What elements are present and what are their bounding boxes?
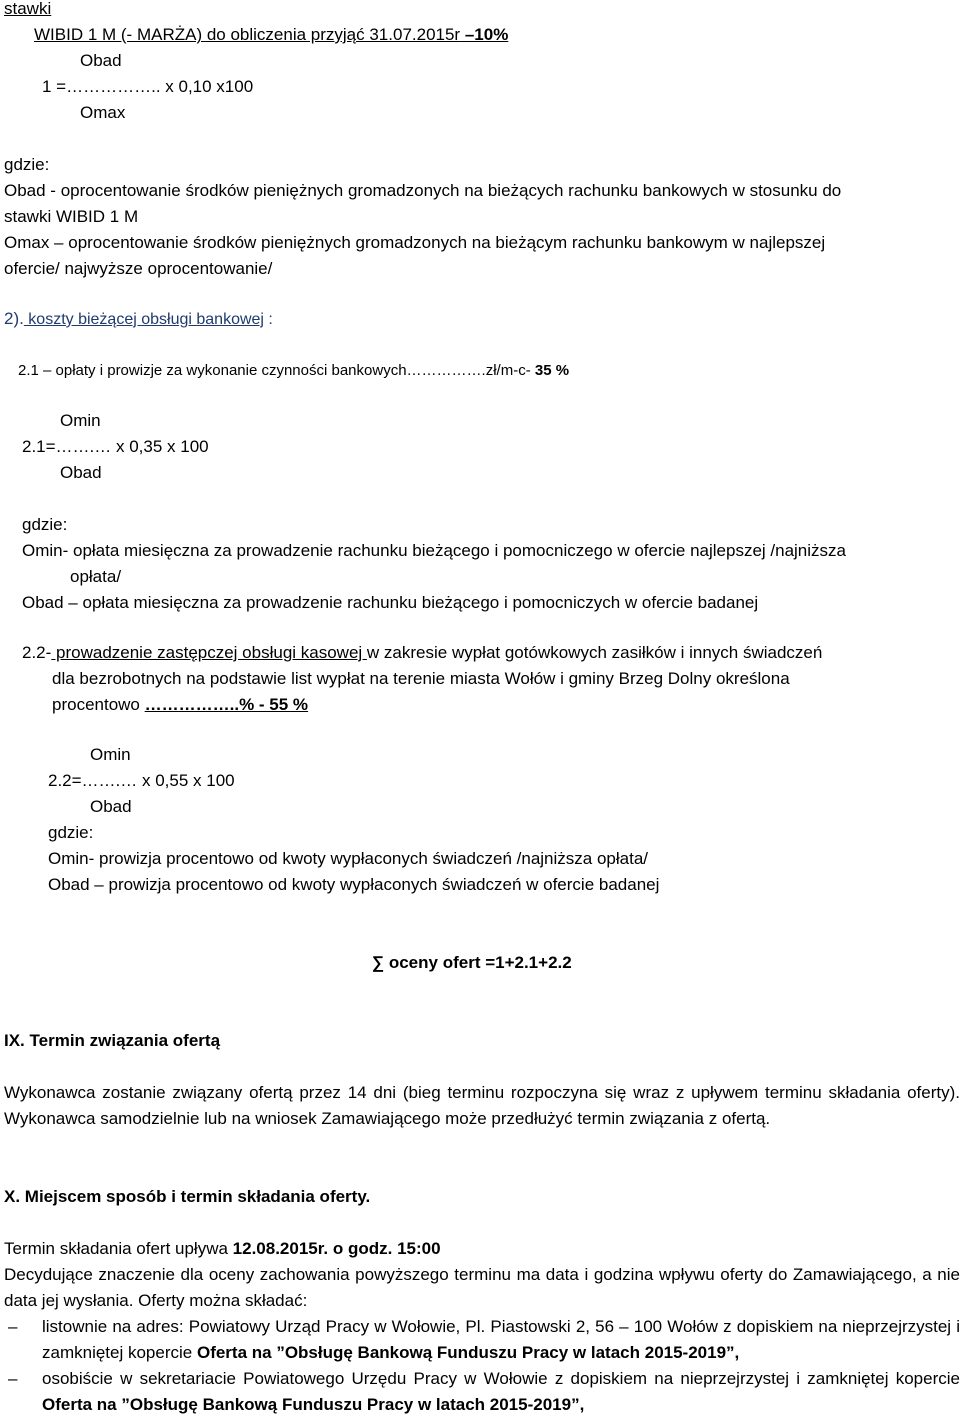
sum-formula: ∑ oceny ofert =1+2.1+2.2 <box>372 953 572 972</box>
wibid-text: WIBID 1 M (- MARŻA) do obliczenia przyjąć 31.07.2015r <box>34 25 461 44</box>
bullet-dash-1: – <box>8 1317 18 1336</box>
wibid-percent: –10% <box>460 25 509 44</box>
obad-definition: Obad - oprocentowanie środków pieniężnych gromadzonych na bieżących rachunku bankowych w stosunku do <box>4 181 842 200</box>
gdzie-label: gdzie: <box>4 155 50 174</box>
formula1-numerator: Obad <box>80 51 122 70</box>
gdzie-label-2: gdzie: <box>22 515 68 534</box>
bullet-2-bold: Oferta na ”Obsługę Bankową Funduszu Pracy w latach 2015-2019”, <box>42 1395 585 1414</box>
wibid-line <box>4 22 508 48</box>
item-2-2 <box>22 640 822 666</box>
item-2-2-underlined: prowadzenie zastępczej obsługi kasowej <box>51 643 367 662</box>
item-2-1-percent: 35 % <box>530 362 570 379</box>
formula21-denominator: Obad <box>60 463 102 482</box>
bullet-1 <box>42 1314 960 1366</box>
formula21-numerator: Omin <box>60 411 101 430</box>
omax-definition: Omax – oprocentowanie środków pieniężnych gromadzonych na bieżącym rachunku bankowym w najlepszej <box>4 233 826 252</box>
formula22-numerator: Omin <box>90 745 131 764</box>
item-2-2-percent: ……………..% - 55 % <box>144 695 309 714</box>
section-10-heading: X. Miejscem sposób i termin składania oferty. <box>4 1187 371 1206</box>
item-2-1-text: 2.1 – opłaty i prowizje za wykonanie czynności bankowych…………….zł/m-c- <box>18 362 531 379</box>
stawki-line: stawki <box>4 0 52 18</box>
formula1: 1 =…………….. x 0,10 x100 <box>42 77 254 96</box>
item-2-2-procentowo: procentowo <box>52 695 145 714</box>
section-9-heading: IX. Termin związania ofertą <box>4 1031 221 1050</box>
deadline-label: Termin składania ofert upływa <box>4 1239 233 1258</box>
omin-definition-2: Omin- prowizja procentowo od kwoty wypłaconych świadczeń /najniższa opłata/ <box>48 849 649 868</box>
section-2-colon: : <box>263 311 273 328</box>
item-2-2-line3 <box>52 692 308 718</box>
section-9-paragraph: Wykonawca zostanie związany ofertą przez 14 dni (bieg terminu rozpoczyna się wraz z upływem terminu składania oferty). Wykonawca samodzielnie lub na wniosek Zamawiającego może przedłużyć termin związania z ofertą. <box>4 1083 960 1128</box>
item-2-2-rest: w zakresie wypłat gotówkowych zasiłków i innych świadczeń <box>366 643 823 662</box>
omax-definition-cont: ofercie/ najwyższe oprocentowanie/ <box>4 259 273 278</box>
formula1-denominator: Omax <box>80 103 126 122</box>
gdzie-label-3: gdzie: <box>48 823 94 842</box>
section-2-title: koszty bieżącej obsługi bankowej <box>23 311 264 328</box>
item-2-2-number: 2.2- <box>22 643 52 662</box>
formula22-denominator: Obad <box>90 797 132 816</box>
section-2-heading <box>4 306 273 333</box>
deadline-line <box>4 1236 441 1262</box>
section-2-number: 2). <box>4 309 24 328</box>
item-2-2-line2: dla bezrobotnych na podstawie list wypłat na terenie miasta Wołów i gminy Brzeg Dolny określona <box>52 669 790 688</box>
bullet-1-bold: Oferta na ”Obsługę Bankową Funduszu Pracy w latach 2015-2019”, <box>196 1343 740 1362</box>
obad-definition-3: Obad – prowizja procentowo od kwoty wypłaconych świadczeń w ofercie badanej <box>48 875 660 894</box>
obad-definition-2: Obad – opłata miesięczna za prowadzenie rachunku bieżącego i pomocniczych w ofercie badanej <box>22 593 759 612</box>
formula22: 2.2=…….… x 0,55 x 100 <box>48 771 235 790</box>
section-10-paragraph: Decydujące znaczenie dla oceny zachowania powyższego terminu ma data i godzina wpływu oferty do Zamawiającego, a nie data jej wysłania. Oferty można składać: <box>4 1265 960 1310</box>
obad-definition-cont: stawki WIBID 1 M <box>4 207 139 226</box>
bullet-1-text: listownie na adres: Powiatowy Urząd Pracy w Wołowie, Pl. Piastowski 2, 56 – 100 Wołów z dopiskiem na nieprzejrzystej i zamkniętej kopercie <box>42 1317 960 1362</box>
deadline-date: 12.08.2015r. o godz. 15:00 <box>232 1239 441 1258</box>
bullet-2 <box>42 1366 960 1418</box>
omin-definition-cont: opłata/ <box>70 567 122 586</box>
formula21: 2.1=…….… x 0,35 x 100 <box>22 437 209 456</box>
bullet-dash-2: – <box>8 1369 18 1388</box>
omin-definition: Omin- opłata miesięczna za prowadzenie rachunku bieżącego i pomocniczego w ofercie najlepszej /najniższa <box>22 541 846 560</box>
bullet-2-text: osobiście w sekretariacie Powiatowego Urzędu Pracy w Wołowie z dopiskiem na nieprzejrzystej i zamkniętej kopercie <box>42 1369 960 1388</box>
item-2-1 <box>18 358 569 384</box>
